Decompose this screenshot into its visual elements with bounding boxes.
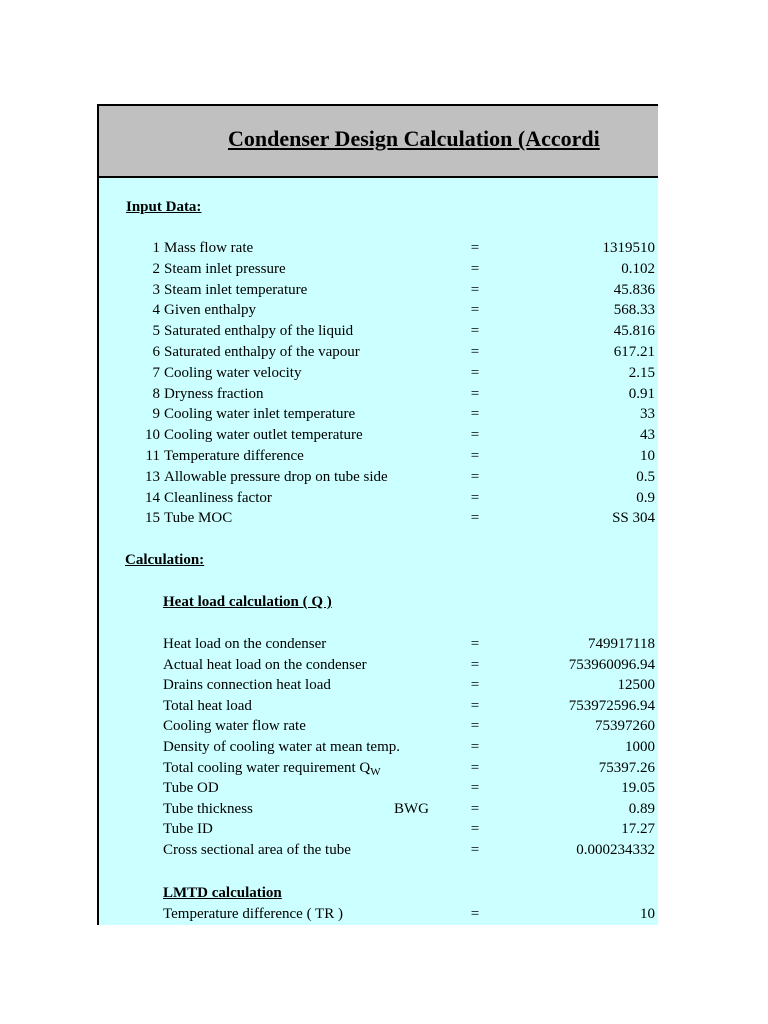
page-title: Condenser Design Calculation (Accordi (228, 126, 600, 151)
input-row-label: Mass flow rate (164, 240, 254, 256)
title-band (99, 106, 658, 178)
heat-row-value: 753972596.94 (568, 697, 655, 714)
heat-row-value: 749917118 (588, 636, 655, 652)
input-row-equals: = (470, 406, 480, 423)
heat-row-equals: = (470, 821, 480, 838)
input-row-equals: = (470, 448, 480, 464)
input-row-equals: = (470, 427, 480, 444)
input-row-value: 0.5 (636, 468, 655, 485)
input-row-number: 9 (152, 406, 160, 423)
input-row-label: Steam inlet pressure (164, 260, 286, 277)
input-row-value: 568.33 (613, 302, 655, 319)
heat-row-equals: = (470, 677, 480, 694)
input-row-number: 6 (152, 344, 160, 360)
input-row-label: Saturated enthalpy of the liquid (164, 323, 354, 340)
input-row-number: 4 (152, 302, 160, 319)
input-row-value: 43 (640, 427, 655, 444)
heat-row-equals: = (470, 656, 480, 673)
heat-row-label: Tube ID (163, 821, 213, 838)
input-row-value: 45.836 (613, 281, 655, 298)
input-row-label: Tube MOC (164, 510, 233, 527)
heat-row-equals: = (470, 842, 480, 858)
input-row-number: 8 (152, 385, 160, 402)
input-row-label: Cooling water outlet temperature (164, 427, 363, 444)
input-row-label: Cooling water velocity (164, 364, 302, 381)
heat-row-equals: = (470, 697, 480, 714)
subscript-w: W (370, 765, 381, 778)
heat-row-label: Actual heat load on the condenser (163, 656, 367, 673)
input-row-equals: = (470, 281, 480, 298)
input-row-equals: = (470, 489, 480, 506)
heat-row-equals: = (470, 800, 480, 817)
heat-row-equals: = (470, 739, 480, 755)
heat-row-label: Tube thickness (163, 800, 253, 817)
input-row-number: 5 (152, 323, 160, 340)
calculation-heading: Calculation: (125, 552, 205, 568)
input-row-value: 0.9 (636, 489, 655, 506)
input-row-value: 33 (640, 406, 655, 423)
input-row-label: Given enthalpy (164, 302, 257, 319)
input-row-equals: = (470, 510, 480, 527)
lmtd-row-label: Temperature difference ( TR ) (163, 906, 343, 922)
input-row-label: Steam inlet temperature (164, 281, 308, 298)
input-row-number: 3 (152, 281, 160, 298)
input-row-label: Allowable pressure drop on tube side (164, 468, 388, 485)
input-row-number: 11 (145, 448, 160, 464)
input-row-number: 15 (145, 510, 160, 527)
heat-row-label: Heat load on the condenser (163, 636, 327, 652)
heat-row-value: 0.000234332 (576, 842, 655, 858)
heat-row-value: 75397.26 (598, 759, 655, 776)
input-row-label: Cleanliness factor (164, 489, 272, 506)
input-row-label: Temperature difference (164, 448, 304, 464)
input-row-equals: = (470, 302, 480, 319)
spreadsheet-page (97, 104, 658, 925)
input-row-equals: = (470, 323, 480, 340)
lmtd-row-value: 10 (640, 906, 655, 922)
input-row-equals: = (470, 260, 480, 277)
heat-row-equals: = (470, 718, 480, 735)
input-row-value: 617.21 (613, 344, 655, 360)
input-row-equals: = (470, 385, 480, 402)
input-row-label: Cooling water inlet temperature (164, 406, 356, 423)
heat-row-label: Tube OD (163, 780, 219, 797)
input-row-value: 1319510 (602, 240, 655, 256)
heat-row-value: 1000 (625, 739, 655, 755)
heat-row-value: 17.27 (621, 821, 655, 838)
heat-row-equals: = (470, 780, 480, 797)
input-row-number: 13 (145, 468, 160, 485)
heat-row-value: 19.05 (621, 780, 655, 797)
heat-row-extra: BWG (394, 800, 429, 817)
lmtd-row-equals: = (470, 906, 480, 922)
input-row-equals: = (470, 240, 480, 256)
lmtd-heading: LMTD calculation (163, 885, 282, 901)
input-row-value: 0.91 (628, 385, 655, 402)
input-row-value: 45.816 (613, 323, 655, 340)
heat-row-label: Cooling water flow rate (163, 718, 306, 735)
heat-row-label: Total heat load (163, 697, 252, 714)
input-row-number: 10 (145, 427, 160, 444)
input-row-number: 2 (152, 260, 160, 277)
heat-row-value: 753960096.94 (568, 656, 655, 673)
heat-row-value: 0.89 (628, 800, 655, 817)
input-row-label: Dryness fraction (164, 385, 264, 402)
heat-row-label: Drains connection heat load (163, 677, 331, 694)
input-row-value: 10 (640, 448, 655, 464)
heat-row-equals: = (470, 759, 480, 776)
input-data-heading: Input Data: (126, 199, 202, 215)
input-row-value: 2.15 (628, 364, 655, 381)
input-row-equals: = (470, 344, 480, 360)
input-row-equals: = (470, 364, 480, 381)
heat-row-equals: = (470, 636, 480, 652)
heat-row-label: Total cooling water requirement $Q_W$ (163, 759, 381, 778)
input-row-number: 14 (145, 489, 160, 506)
input-row-number: 7 (152, 364, 160, 381)
heat-row-label: Density of cooling water at mean temp. (163, 739, 401, 755)
heat-row-value: 12500 (617, 677, 655, 694)
input-row-value: 0.102 (621, 260, 655, 277)
input-row-equals: = (470, 468, 480, 485)
input-row-value: SS 304 (612, 510, 655, 527)
input-row-number: 1 (152, 240, 160, 256)
input-row-label: Saturated enthalpy of the vapour (164, 344, 360, 360)
heat-row-value: 75397260 (595, 718, 655, 735)
heat-row-label: Cross sectional area of the tube (163, 842, 351, 858)
heat-load-heading: Heat load calculation ( Q ) (163, 594, 332, 610)
